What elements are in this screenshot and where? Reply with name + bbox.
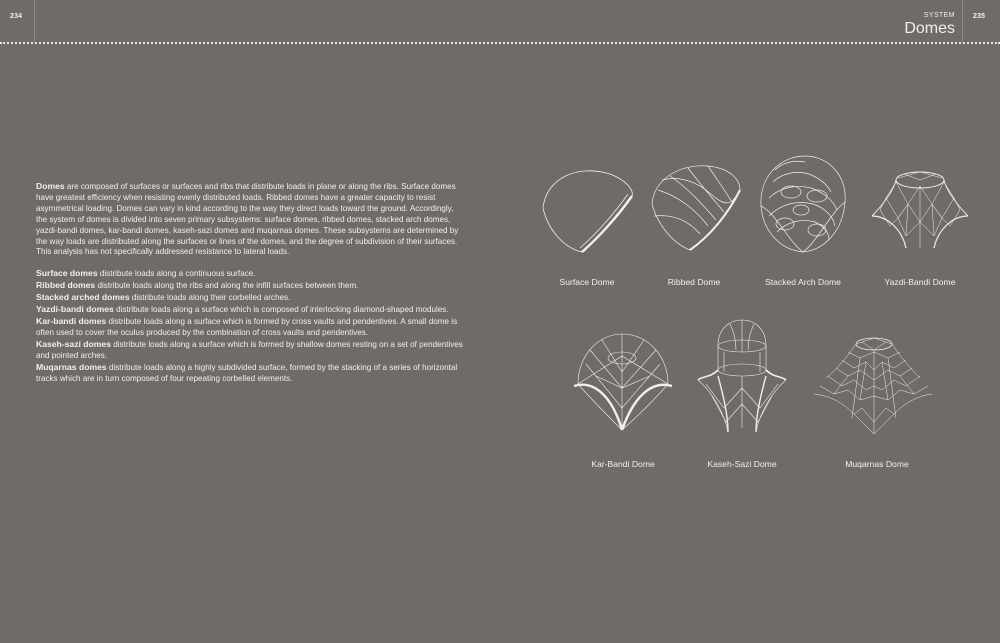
def-term-ribbed: Ribbed domes (36, 280, 96, 291)
def-text-ribbed: distribute loads along the ribs and along the infill surfaces between them. (95, 281, 359, 291)
yazdi-bandi-dome-illustration (868, 166, 972, 250)
page-title: Domes (904, 20, 955, 37)
def-term-kasehsazi: Kaseh-sazi domes (36, 338, 111, 349)
section-label: SYSTEM (923, 12, 955, 19)
header-divider-left (34, 0, 35, 42)
header-rule (0, 42, 1000, 44)
caption-stacked-arch-dome: Stacked Arch Dome (765, 277, 841, 287)
body-text (36, 181, 466, 394)
kaseh-sazi-dome-illustration (694, 318, 790, 436)
caption-kar-bandi-dome: Kar-Bandi Dome (591, 459, 655, 469)
def-text-muqarnas: distribute loads along a highly subdivided surface, formed by the stacking of a series of horizontal tracks which are in turn composed of four repeating corbelled elements. (36, 362, 458, 383)
def-text-kasehsazi: distribute loads along a surface which is formed by shallow domes resting on a set of pendentives and pointed arches. (36, 339, 463, 360)
caption-surface-dome: Surface Dome (559, 277, 615, 287)
stacked-arch-dome-illustration (755, 152, 851, 256)
header-divider-right (962, 0, 963, 42)
definitions-paragraph (36, 268, 466, 384)
intro-text: are composed of surfaces or surfaces and ribs that distribute loads in plane or along the ribs. Surface domes have greatest efficiency when resisting evenly distributed loads. Ribbed domes have a greater capacity to resist asymmetrical loading. Domes can vary in kind according to the way they direct loads toward the ground. Accordingly, the system of domes is divided into seven primary subsystems: surface domes, ribbed domes, stacked arch domes, yazdi-bandi domes, kar-bandi domes, kaseh-sazi domes and muqarnas domes. These subsystems are determined by the way loads are distributed along the surfaces or lines of the domes, and the degree of subdivision of their surfaces. This analysis has not specifically addressed resistance to lateral loads. (36, 182, 459, 257)
right-page-number: 235 (973, 13, 986, 20)
kar-bandi-dome-illustration (572, 328, 674, 434)
def-text-yazdi: distribute loads along a surface which is composed of interlocking diamond-shaped modules. (113, 305, 449, 315)
surface-dome-illustration (538, 166, 638, 258)
def-text-surface: distribute loads along a continuous surface. (97, 269, 256, 279)
caption-kaseh-sazi-dome: Kaseh-Sazi Dome (707, 459, 777, 469)
caption-ribbed-dome: Ribbed Dome (667, 277, 721, 287)
muqarnas-dome-illustration (812, 330, 934, 436)
def-term-stacked: Stacked arched domes (36, 292, 130, 303)
def-term-karbandi: Kar-bandi domes (36, 315, 107, 326)
def-term-surface: Surface domes (36, 268, 98, 279)
intro-paragraph (36, 181, 466, 258)
caption-muqarnas-dome: Muqarnas Dome (845, 459, 909, 469)
def-term-yazdi: Yazdi-bandi domes (36, 304, 114, 315)
left-page-number: 234 (10, 13, 23, 20)
def-text-stacked: distribute loads along their corbelled arches. (129, 293, 291, 303)
def-text-karbandi: distribute loads along a surface which is formed by cross vaults and pendentives. A small dome is often used to cover the oculus produced by the combination of cross vaults and pendentives. (36, 316, 458, 337)
ribbed-dome-illustration (648, 160, 744, 256)
def-term-muqarnas: Muqarnas domes (36, 361, 107, 372)
intro-lead: Domes (36, 181, 65, 191)
caption-yazdi-bandi-dome: Yazdi-Bandi Dome (884, 277, 956, 287)
